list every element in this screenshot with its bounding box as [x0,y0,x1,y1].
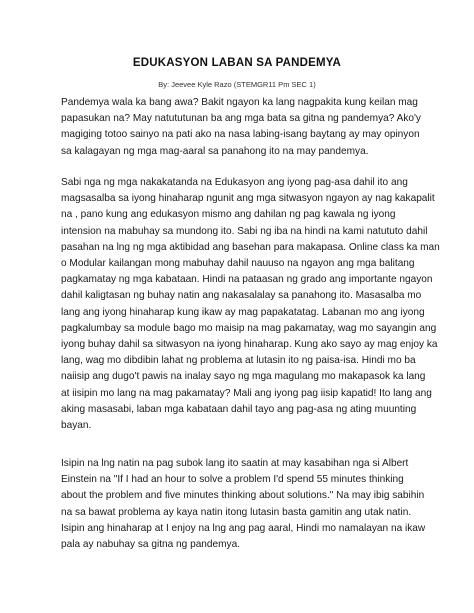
paragraph-1 [61,95,421,160]
text-line: Isipin na lng natin na pag subok lang ito saatin at may kasabihan nga si Albert [61,458,409,469]
text-line: na , pano kung ang edukasyon mismo ang dahilan ng pag kawala ng iyong [61,209,396,221]
text-line: papasukan na? May natututunan ba ang mga bata sa gitna ng pandemya? Ako'y [61,113,421,125]
paragraph-2 [61,175,440,434]
text-line: Sabi nga ng mga nakakatanda na Edukasyon ang iyong pag-asa dahil ito ang [61,177,408,188]
text-line: intension na mabuhay sa mundong ito. Sabi ng iba na hindi na kami natututo dahil [61,225,428,237]
text-line: lang, wag mo dibdibin lahat ng problema at lutasin ito ng paisa-isa. Hindi mo ba [61,355,416,367]
text-line: Pandemya wala ka bang awa? Bakit ngayon ka lang nagpakita kung keilan mag [61,97,418,108]
text-line: iyong buhay dahil sa sitwasyon na iyong hinaharap. Kung ako sayo ay mag enjoy ka [61,339,438,351]
text-line: pala ay nabuhay sa gitna ng pandemya. [61,539,241,551]
text-line: pagkamatay ng mga kabataan. Hindi na pataasan ng grado ang importante ngayon [61,274,433,286]
paragraph-3 [61,456,426,553]
text-line: aking masasabi, laban mga kabataan dahil tayo ang pag-asa ng ating muunting [61,403,417,415]
text-line: na sa bawat problema ay kaya natin itong lutasin basta gamitin ang utak natin. [61,506,412,518]
text-line: pasahan na lng ng mga aktibidad ang basehan para makapasa. Online class ka man [61,241,440,253]
text-line: o Modular kailangan mong mabuhay dahil nauuso na ngayon ang mga balitang [61,258,415,270]
document-byline: By: Jeevee Kyle Razo (STEMGR11 Pm SEC 1) [158,80,316,89]
text-line: Isipin ang hinaharap at I enjoy na lng ang pag aaral, Hindi mo namalayan na ikaw [61,522,426,534]
text-line: sa kalagayan ng mga mag-aaral sa panahong ito na may pandemya. [61,145,369,157]
text-line: at iisipin mo lang na mag pakamatay? Mali ang iyong pag iisip kapatid! Ito lang ang [61,387,432,399]
text-line: Einstein na "If I had an hour to solve a problem I'd spend 55 minutes thinking [61,474,404,486]
text-line: magiging totoo sainyo na pati ako na nasa labing-isang baytang ay may opinyon [61,129,420,141]
text-line: dahil kaligtasan ng buhay natin ang nakasalalay sa panahong ito. Masasalba mo [61,290,422,302]
text-line: naiisip ang dugo't pawis na inalay sayo ng mga magulang mo makapasok ka lang [61,371,426,383]
text-line: magsasalba sa iyong hinaharap ngunit ang mga sitwasyon ngayon ay nag kakapalit [61,193,435,205]
document-title: EDUKASYON LABAN SA PANDEMYA [132,57,342,69]
text-line: lang ang iyong hinaharap kung ikaw ay mag papakatatag. Labanan mo ang iyong [61,306,425,318]
text-line: bayan. [61,420,92,432]
text-line: about the problem and five minutes thinking about solutions." Na may ibig sabihin [61,490,425,502]
text-line: pagkalumbay sa module bago mo maisip na mag pakamatay, wag mo sayangin ang [61,322,437,334]
